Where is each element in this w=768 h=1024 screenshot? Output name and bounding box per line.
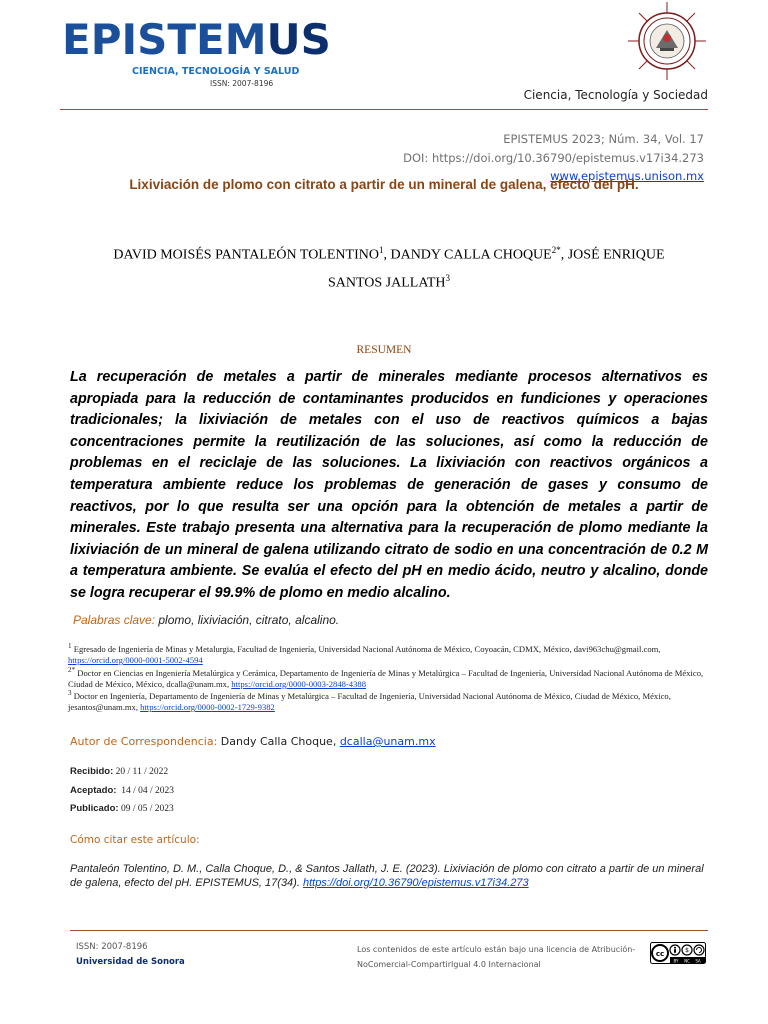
author-3: JOSÉ ENRIQUE (567, 247, 665, 263)
footnote-2: $^{2*}$ Doctor en Ciencias en Ingeniería Metalúrgica y Cerámica, Departamento de Ingeniería de Minas y Metalúrgica – Facultad de Ingeniería, Universidad Nacional Autónoma de México, Ciudad de México, México, dcalla@unam.mx, https://orcid.org/0000-0003-2848-4388 (68, 666, 704, 690)
footer-divider (70, 930, 708, 931)
footer-university: Universidad de Sonora (76, 957, 185, 967)
orcid-link-1[interactable]: https://orcid.org/0000-0001-5002-4594 (68, 655, 203, 666)
author-3-affil: 3 (445, 273, 451, 283)
logo-accent: US (266, 15, 331, 64)
issue-info: EPISTEMUS 2023; Núm. 34, Vol. 17 (503, 132, 704, 146)
citation-text: Pantaleón Tolentino, D. M., Calla Choque, D., & Santos Jallath, J. E. (2023). Lixiviación de plomo con citrato a partir de un mineral de galena, efecto del pH. EPISTEMUS, 17(34). https://doi.org/10.36790/epistemus.v17i34.273 (70, 863, 704, 889)
website-link[interactable]: www.epistemus.unison.mx (550, 169, 704, 183)
logo-tagline: CIENCIA, TECNOLOGÍA Y SALUD (132, 66, 300, 77)
authors-line-1: DAVID MOISÉS PANTALEÓN TOLENTINO$^1$, DANDY CALLA $CHOQUE^{2*}$, JOSÉ ENRIQUE (113, 245, 665, 263)
date-accepted: Aceptado: 14 / 04 / 2023 (70, 785, 174, 796)
cc-nc-label: NC (684, 958, 690, 964)
footnote-1: $^1$ Egresado de Ingeniería de Minas y Metalurgia, Facultad de Ingeniería, Universidad Nacional Autónoma de México, Coyoacán, CDMX, México, davi963chu@gmail.com, https://orcid.org/0000-0001-5002-4594 (68, 642, 661, 666)
date-received: Recibido: 20 / 11 / 2022 (70, 766, 169, 777)
cc-by-label: BY (673, 958, 679, 964)
cc-sa-label: SA (695, 958, 701, 964)
citation-heading: Cómo citar este artículo: (70, 834, 200, 846)
logo-main: EPISTEM (62, 15, 267, 64)
orcid-link-3[interactable]: https://orcid.org/0000-0002-1729-9382 (140, 702, 275, 713)
footnote-3: $^3$ Doctor en Ingeniería, Departamento de Ingeniería de Minas y Metalúrgica – Facultad de Ingeniería, Universidad Nacional Autónoma de México, Ciudad de México, México, jesantos@unam.mx, https://orcid.org/0000-0002-1729-9382 (68, 689, 671, 713)
author-2-affil: 2* (551, 245, 561, 255)
abstract-heading: RESUMEN (356, 344, 412, 356)
date-published: Publicado: 09 / 05 / 2023 (70, 803, 174, 814)
author-3-cont: SANTOS JALLATH (327, 275, 446, 291)
citation-doi-link[interactable]: https://doi.org/10.36790/epistemus.v17i34.273 (302, 877, 529, 889)
abstract-text: La recuperación de metales a partir de minerales mediante procesos alternativos es apropiada para la reducción de contaminantes producidos en fundiciones y operaciones tradicionales; la lixiviación de metales con el uso de reactivos químicos a bajas concentraciones permite la reutilización de las soluciones, así como la reducción de problemas en el reciclaje de las soluciones. La lixiviación con reactivos orgánicos a temperatura ambiente reduce los problemas de generación de gases y consumo de reactivos, por lo que resulta ser una opción para la obtención de metales a partir de minerales. Este trabajo presenta una alternativa para la recuperación de plomo mediante la lixiviación de un mineral de galena utilizando citrato de sodio en una concentración de 0.2 M a temperatura ambiente. Se evalúa el efecto del pH en medio ácido, neutro y alcalino, donde se logra recuperar el 99.9% de plomo en medio alcalino. (70, 369, 708, 601)
logo-issn: ISSN: 2007-8196 (210, 79, 274, 88)
journal-logo (62, 16, 331, 64)
orcid-link-2[interactable]: https://orcid.org/0000-0003-2848-4388 (231, 679, 366, 690)
author-1: DAVID MOISÉS PANTALEÓN TOLENTINO (113, 247, 379, 263)
section-label: Ciencia, Tecnología y Sociedad (523, 88, 708, 102)
footer-license: Los contenidos de este artículo están bajo una licencia de Atribución-NoComercial-CompartirIgual 4.0 Internacional (357, 945, 636, 969)
author-1-affil: 1 (378, 245, 384, 255)
author-2: DANDY CALLA CHOQUE (390, 247, 552, 263)
correspondence-name: Dandy Calla Choque, (217, 735, 340, 748)
keywords-value: plomo, lixiviación, citrato, alcalino. (155, 613, 340, 627)
svg-text:cc: cc (655, 950, 665, 958)
university-seal-icon (626, 2, 708, 80)
creative-commons-icon[interactable] (650, 942, 706, 964)
correspondence (70, 735, 436, 748)
footer-issn: ISSN: 2007-8196 (76, 942, 148, 952)
correspondence-email[interactable]: dcalla@unam.mx (339, 735, 436, 748)
svg-text:$: $ (685, 947, 689, 955)
correspondence-label: Autor de Correspondencia: (70, 735, 218, 748)
authors-line-2 (60, 273, 718, 292)
doi-info: DOI: https://doi.org/10.36790/epistemus.v17i34.273 (403, 151, 704, 165)
article-title: Lixiviación de plomo con citrato a partir de un mineral de galena, efecto del pH. (129, 177, 639, 192)
header-divider (60, 109, 708, 110)
keywords-label: Palabras clave: (73, 613, 156, 627)
keywords (73, 613, 339, 627)
